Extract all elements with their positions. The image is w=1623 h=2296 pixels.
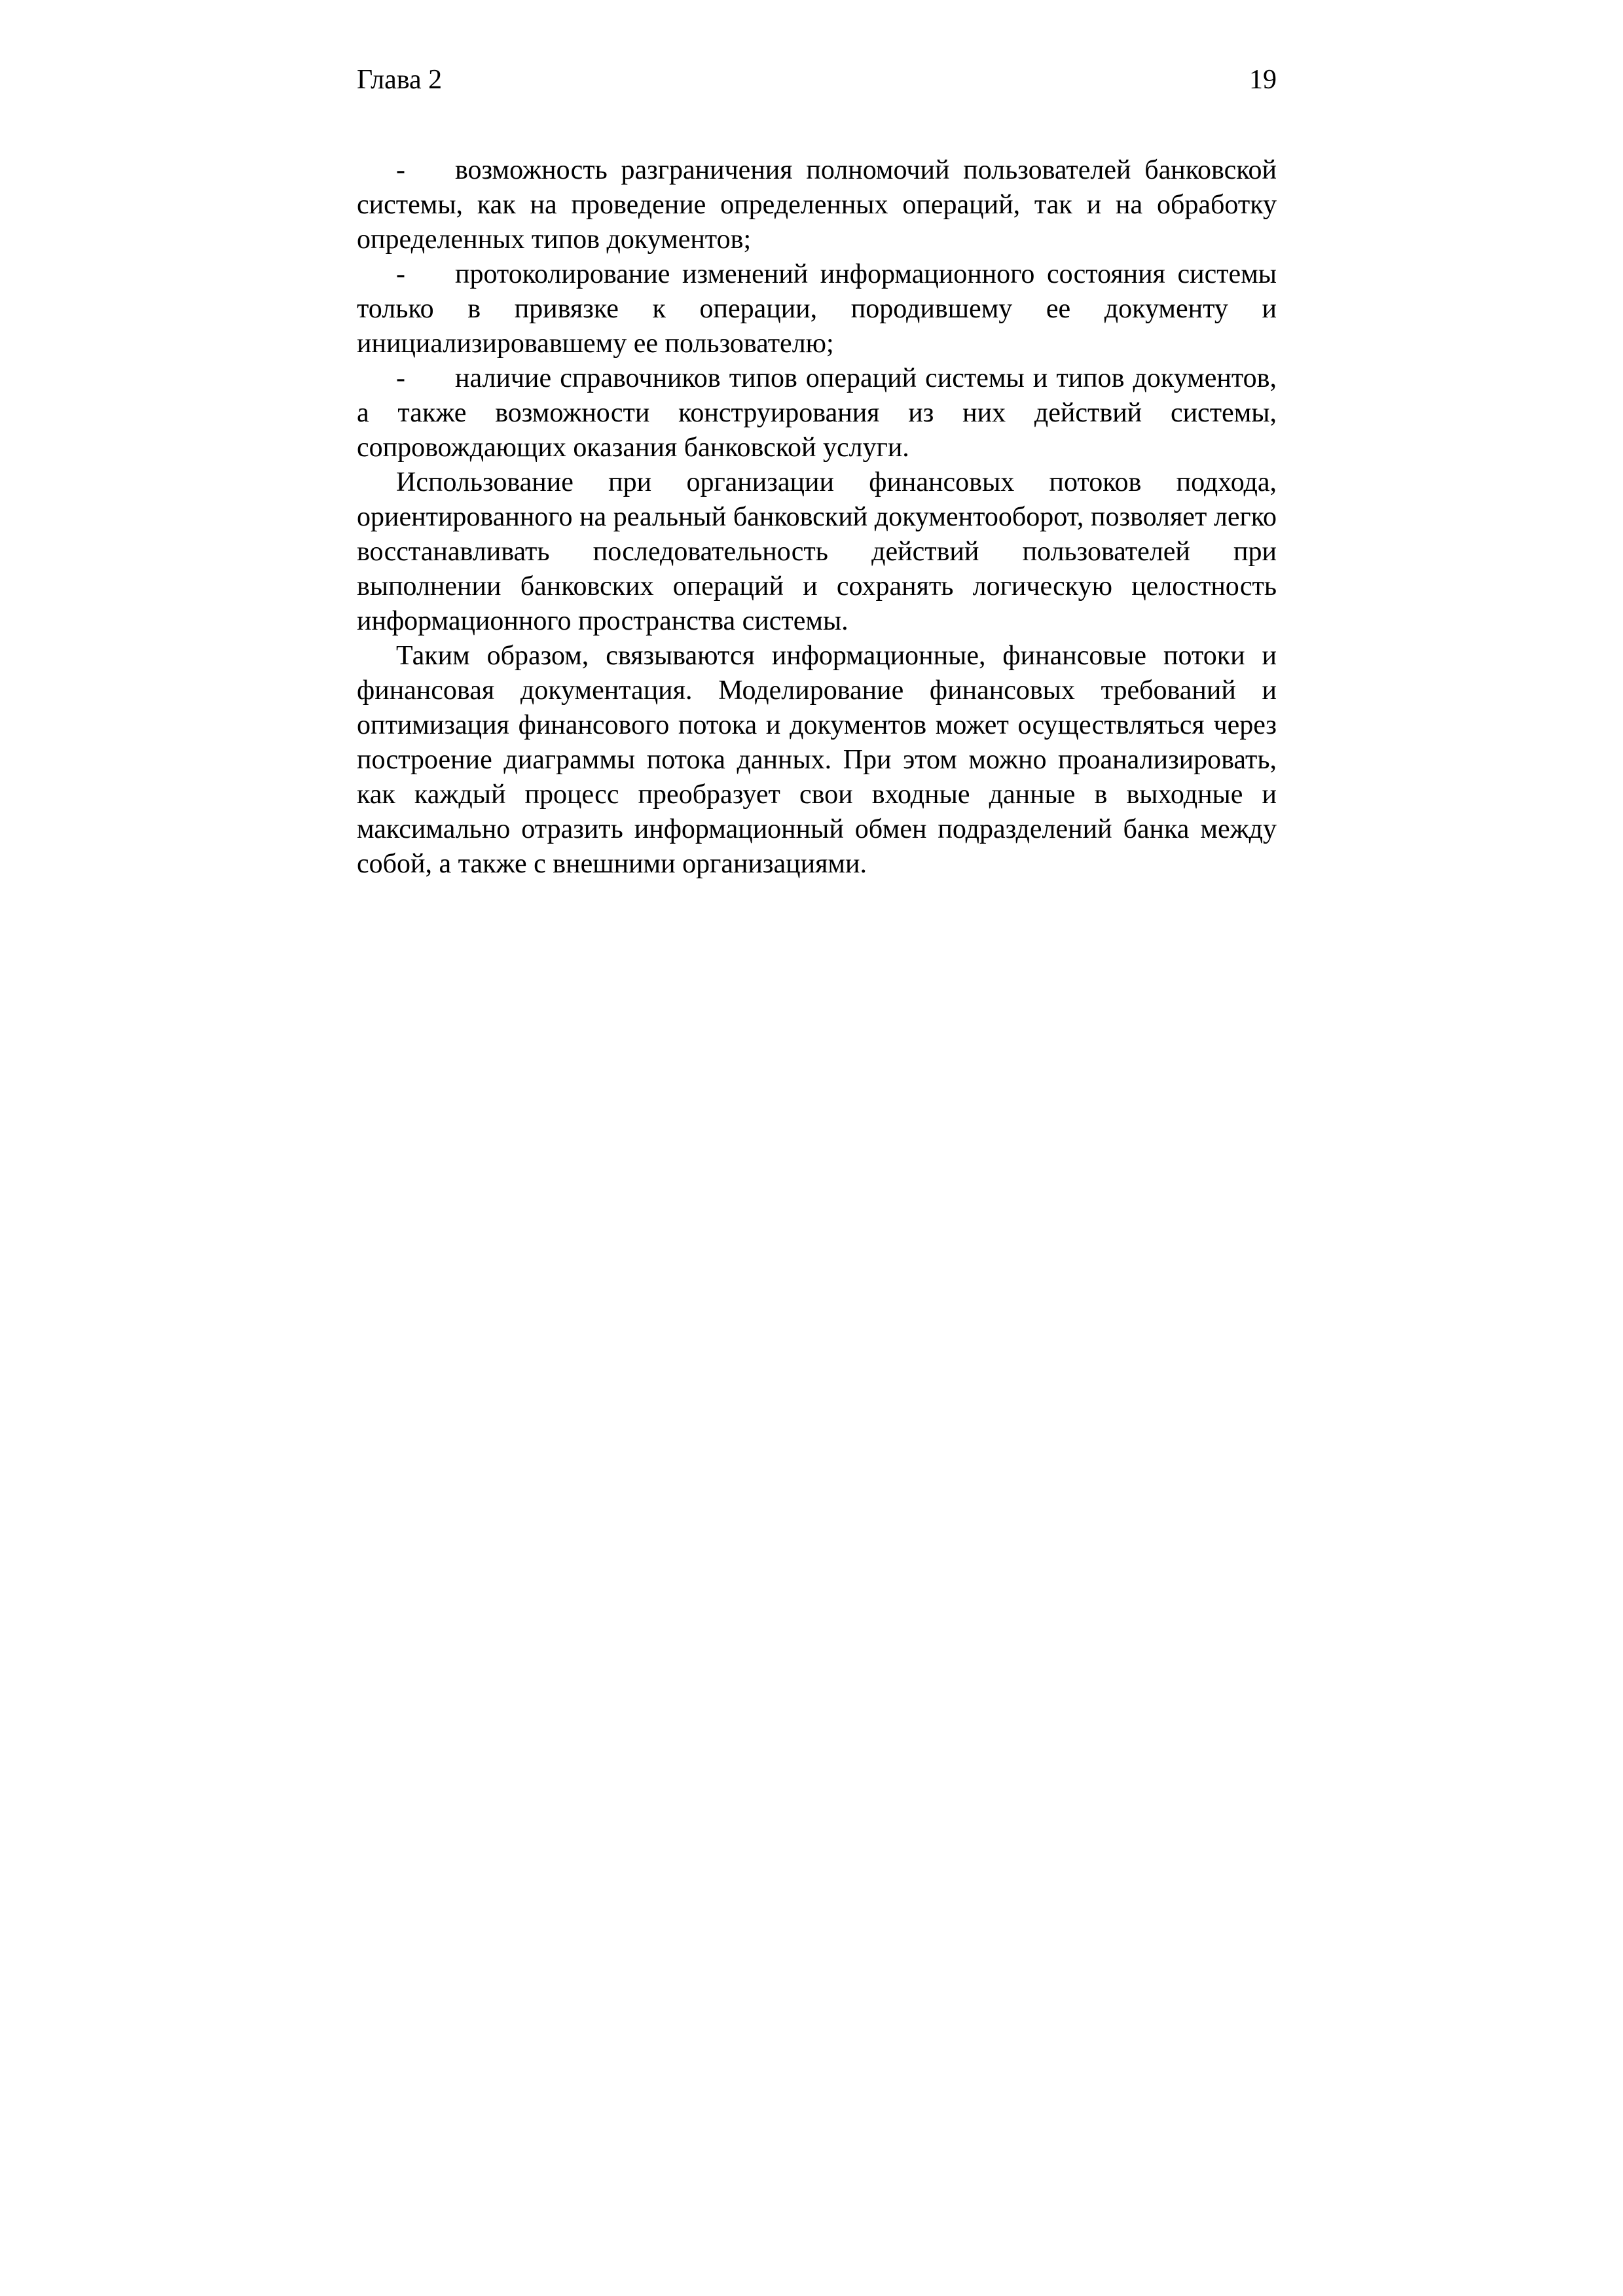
bullet-item [357, 361, 1277, 465]
paragraph: Использование при организации финансовых потоков подхода, ориентированного на реальный банковский документооборот, позволяет легко восстанавливать последовательность действий пользователей при выполнении банковских операций и сохранять логическую целостность информационного пространства системы. [357, 467, 1277, 636]
bullet-text: протоколирование изменений информационного состояния системы только в привязке к операции, породившему ее документу и инициализировавшему ее пользователю; [357, 259, 1277, 359]
bullet-item [357, 257, 1277, 361]
bullet-marker: - [396, 155, 405, 185]
chapter-title: Глава 2 [357, 65, 443, 95]
running-header [357, 60, 1277, 99]
paragraph: Таким образом, связываются информационные, финансовые потоки и финансовая документация. Моделирование финансовых требований и оптимизация финансового потока и документов может осуществляться через построение диаграммы потока данных. При этом можно проанализировать, как каждый процесс преобразует свои входные данные в выходные и максимально отразить информационный обмен подразделений банка между собой, а также с внешними организациями. [357, 641, 1277, 879]
bullet-marker: - [396, 363, 405, 393]
bullet-marker: - [396, 259, 405, 289]
bullet-text: наличие справочников типов операций системы и типов документов, а также возможности конструирования из них действий системы, сопровождающих оказания банковской услуги. [357, 363, 1277, 463]
bullet-item [357, 153, 1277, 257]
bullet-text: возможность разграничения полномочий пользователей банковской системы, как на проведение определенных операций, так и на обработку определенных типов документов; [357, 155, 1277, 255]
page-number: 19 [1249, 65, 1277, 95]
body-text [357, 153, 1277, 882]
